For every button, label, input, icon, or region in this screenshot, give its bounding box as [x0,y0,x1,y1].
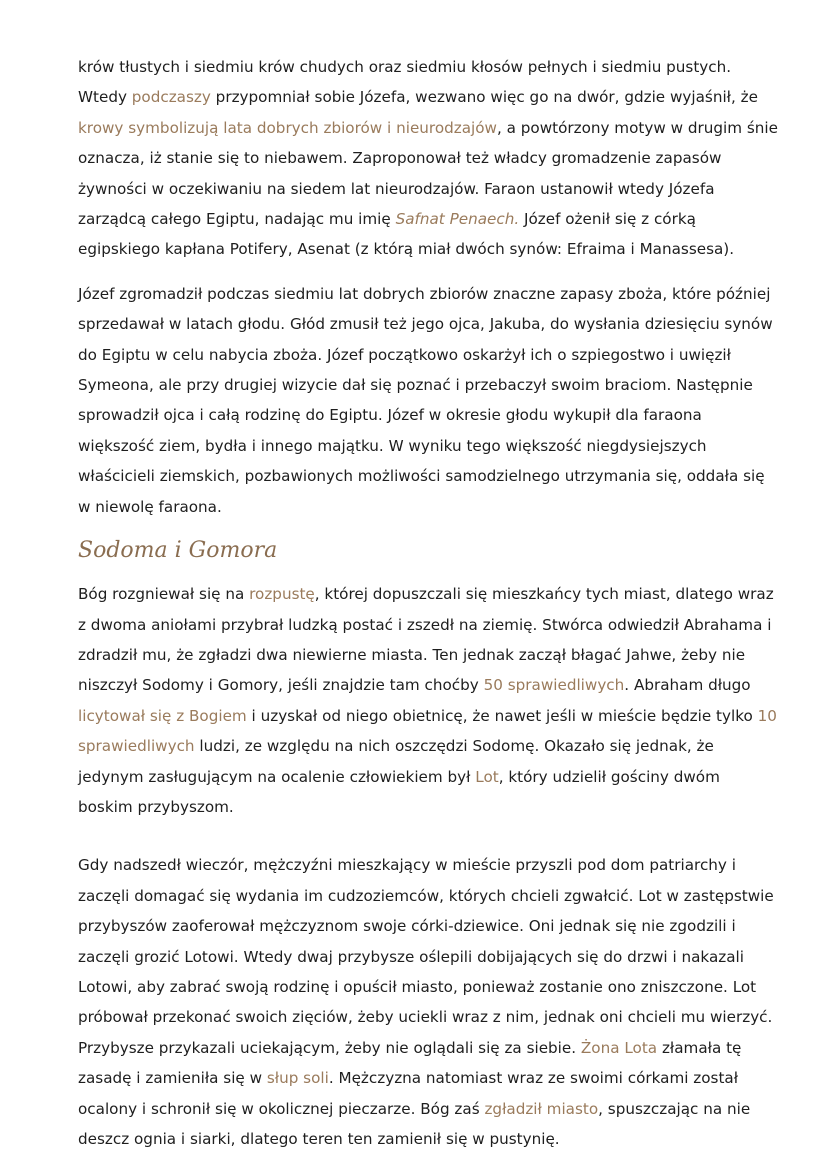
text-run: , a powtórzony motyw w drugim śnie oznacza, iż stanie się to niebawem. Zaproponował też władcy gromadzenie zapasów żywności w oczekiwaniu na siedem lat nieurodzajów. Faraon ustanowił wtedy Józefa zarządcą całego Egiptu, nadając mu imię [78,118,778,229]
text-run: ludzi, ze względu na nich oszczędzi Sodomę. Okazało się jednak, że jedynym zasługującym na ocalenie człowiekiem był [78,737,714,786]
paragraph-sodoma-abraham [78,579,778,822]
highlighted-term: Żona Lota [580,1038,658,1057]
text-run: , której dopuszczali się mieszkańcy tych miast, dlatego wraz z dwoma aniołami przybrał ludzką postać i zszedł na ziemię. Stwórca odwiedził Abrahama i zdradził mu, że zgładzi dwa niewierne miasta. Ten jednak zaczął błagać Jahwe, żeby nie niszczył Sodomy i Gomory, jeśli znajdzie tam choćby [78,585,774,695]
highlighted-term: 10 sprawiedliwych [78,706,777,756]
text-run: Bóg rozgniewał się na [78,585,250,604]
section-heading-sodoma: Sodoma i Gomora [78,538,278,564]
text-run: i uzyskał od niego obietnicę, że nawet jeśli w mieście będzie tylko [246,706,758,725]
highlighted-term: słup soli [266,1069,329,1088]
text-run: . Mężczyzna natomiast wraz ze swoimi córkami został ocalony i schronił się w okolicznej pieczarze. Bóg zaś [78,1069,739,1118]
paragraph-joseph-dreams [78,52,778,265]
highlighted-term: Lot [475,767,499,786]
paragraph-joseph-famine [78,279,778,522]
highlighted-term: podczaszy [131,88,211,107]
text-run: przypomniał sobie Józefa, wezwano więc go na dwór, gdzie wyjaśnił, że [210,88,758,107]
highlighted-term: rozpustę [249,585,315,604]
text-run: Józef ożenił się z córką egipskiego kapłana Potifery, Asenat (z którą miał dwóch synów: Efraima i Manassesa). [78,210,735,259]
text-run: złamała tę zasadę i zamieniła się w [78,1038,742,1088]
text-run: Gdy nadszedł wieczór, mężczyźni mieszkający w mieście przyszli pod dom patriarchy i zaczęli domagać się wydania im cudzoziemców, których chcieli zgwałcić. Lot w zastępstwie przybyszów zaoferował mężczyznom swoje córki-dziewice. Oni jednak się nie zgodzili i zaczęli grozić Lotowi. Wtedy dwaj przybysze oślepili dobijających się do drzwi i nakazali Lotowi, aby zabrać swoją rodzinę i opuścił miasto, ponieważ zostanie ono zniszczone. Lot próbował przekonać swoich zięciów, żeby uciekli wraz z nim, jednak oni chcieli mu wierzyć. Przybysze przykazali uciekającym, żeby nie oglądali się za siebie. [78,856,774,1057]
text-run: , spuszczając na nie deszcz ognia i siarki, dlatego teren ten zamienił się w pustynię. [78,1099,751,1148]
text-run: . Abraham długo [624,676,751,695]
text-run: , który udzielił gościny dwóm boskim przybyszom. [78,767,720,816]
highlighted-term: licytował się z Bogiem [78,706,247,725]
text-run: Józef zgromadził podczas siedmiu lat dobrych zbiorów znaczne zapasy zboża, które później sprzedawał w latach głodu. Głód zmusił też jego ojca, Jakuba, do wysłania dziesięciu synów do Egiptu w celu nabycia zboża. Józef początkowo oskarżył ich o szpiegostwo i uwięził Symeona, ale przy drugiej wizycie dał się poznać i przebaczył swoim braciom. Następnie sprowadził ojca i całą rodzinę do Egiptu. Józef w okresie głodu wykupił dla faraona większość ziem, bydła i innego majątku. W wyniku tego większość niegdysiejszych właścicieli ziemskich, pozbawionych możliwości samodzielnego utrzymania się, oddała się w niewolę faraona. [78,284,773,516]
highlighted-term: Safnat Penaech. [395,210,520,229]
highlighted-term: zgładził miasto [484,1099,599,1118]
highlighted-term: 50 sprawiedliwych [483,676,625,695]
paragraph-sodoma-lot [78,850,778,1154]
text-run: krów tłustych i siedmiu krów chudych oraz siedmiu kłosów pełnych i siedmiu pustych. Wtedy [78,58,732,107]
highlighted-term: krowy symbolizują lata dobrych zbiorów i nieurodzajów [78,118,497,137]
